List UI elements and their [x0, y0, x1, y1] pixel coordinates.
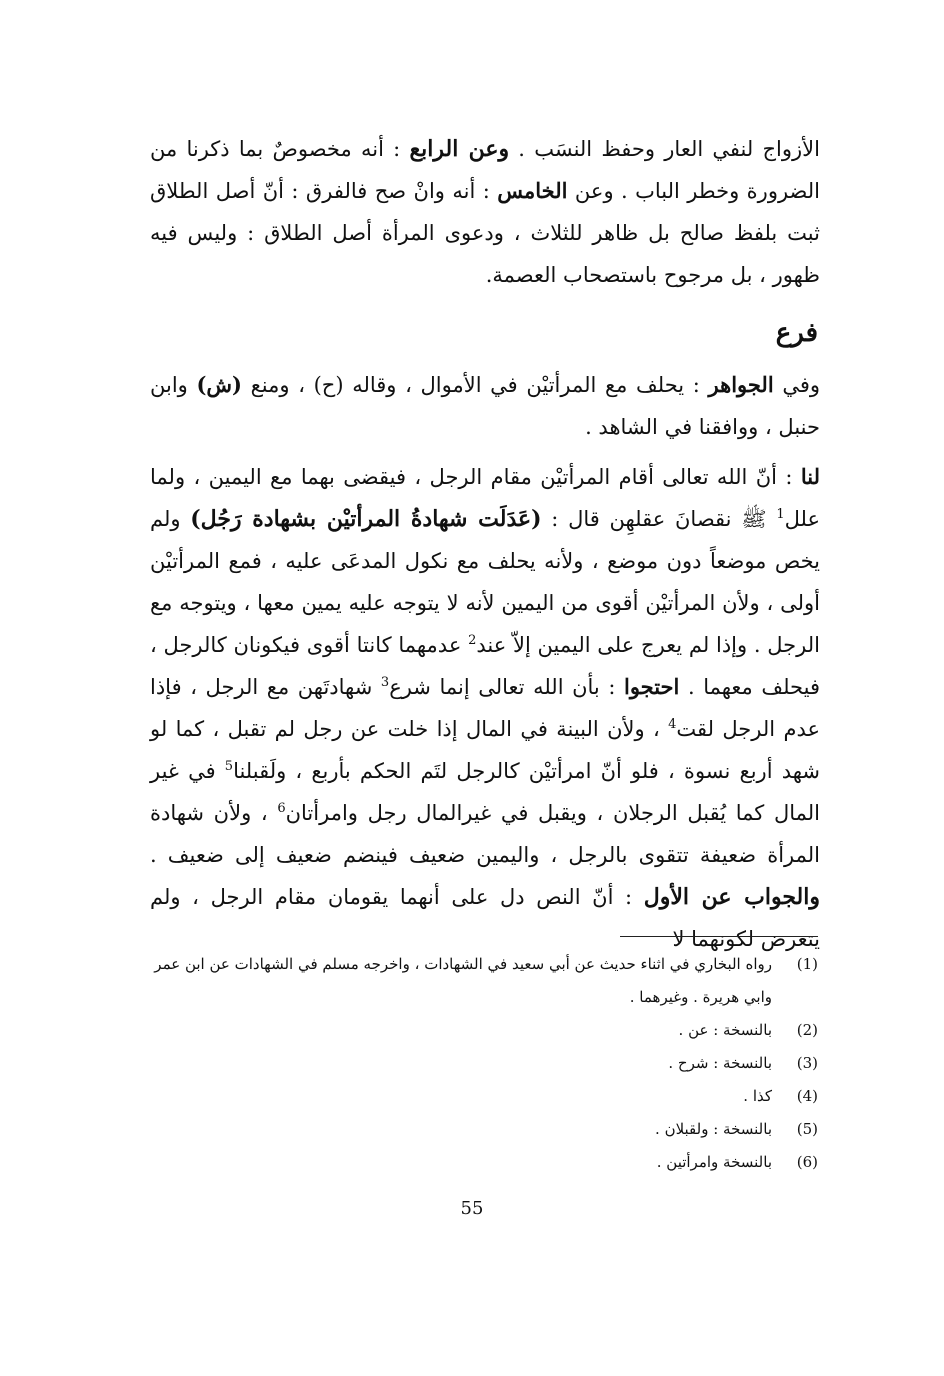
bold-term: الجواهر [708, 372, 774, 397]
footnote-item [150, 948, 820, 1014]
text-run: : أنه وانْ صح فالفرق : أنّ أصل الطلاق ثبت بلفظ صالح بل ظاهر للثلاث ، ودعوى المرأة أصل الطلاق : وليس فيه ظهور ، بل مرجوح باستصحاب العصمة. [150, 179, 820, 287]
text-run: وفي [773, 373, 821, 397]
paragraph-3 [150, 456, 820, 960]
text-run: عدمهما كانتا أقوى فيكونان كالرجل ، فيحلف معهما . [150, 633, 820, 699]
footnote-item [150, 1080, 820, 1113]
footnote-ref[interactable]: 5 [224, 759, 234, 774]
text-run: : بأن الله تعالى إنما شرع [389, 675, 624, 699]
bold-term: وعن الرابع [409, 136, 510, 162]
footnote-number: (4) [796, 1087, 818, 1105]
text-run: : أنه مخصوصٌ بما ذكرنا من الضرورة وخطر الباب . وعن [150, 137, 820, 203]
bold-term: الخامس [497, 178, 568, 203]
bold-term: والجواب عن الأول [643, 884, 820, 910]
paragraph-1 [150, 128, 820, 296]
footnote-text: بالنسخة وامرأتين . [656, 1153, 772, 1171]
footnote-divider [620, 936, 818, 937]
bold-term: احتجوا [623, 674, 680, 699]
footnote-ref[interactable]: 3 [380, 675, 390, 690]
footnote-item [150, 1113, 820, 1146]
bold-term: لنا [800, 464, 820, 489]
text-run: ، ولأن شهادة المرأة ضعيفة تتقوى بالرجل ، واليمين ضعيف فينضم ضعيف إلى ضعيف . [150, 801, 820, 867]
footnote-item [150, 1047, 820, 1080]
text-run: شهادتَهن مع الرجل ، فإذا عدم الرجل لقت [150, 675, 820, 741]
footnote-item [150, 1146, 820, 1179]
section-heading: فرع [775, 318, 818, 348]
footnote-ref[interactable]: 2 [468, 633, 477, 648]
text-run: ﷺ نقصانَ عقلهِن قال : [541, 507, 777, 531]
footnote-text: بالنسخة : شرح . [668, 1054, 772, 1072]
footnotes [150, 948, 820, 1179]
text-run: : أنّ النص دل على أنهما يقومان مقام الرجل ، ولم يتعرض لكونهما لا [150, 885, 820, 951]
page-number: 55 [460, 1198, 484, 1219]
footnote-ref[interactable]: 4 [668, 717, 677, 732]
text-run: الأزواج لنفي العار وحفظ النسَب . [509, 137, 820, 161]
hadith-quote: (عَدَلَت شهادةُ المرأتيْن بشهادة رَجُل) [190, 506, 542, 532]
footnote-ref[interactable]: 6 [277, 801, 286, 816]
footnote-number: (5) [796, 1120, 818, 1138]
text-run: في غير المال كما يُقبل الرجلان ، ويقبل في غيرالمال رجل وامرأتان [150, 759, 820, 825]
footnote-number: (3) [796, 1054, 818, 1072]
footnote-number: (2) [796, 1021, 818, 1039]
footnote-ref[interactable]: 1 [776, 507, 785, 522]
text-run: وابن حنبل ، ووافقنا في الشاهد . [150, 373, 820, 439]
text-run: ، ولأن البينة في المال إذا خلت عن رجل لم تقبل ، كما لو شهد أربع نسوة ، فلو أنّ امرأتيْن كالرجل لتَم الحكم بأربع ، ولَقبلنا [150, 717, 820, 783]
footnote-number: (1) [796, 955, 818, 973]
footnote-text: كذا . [743, 1087, 772, 1105]
footnote-item [150, 1014, 820, 1047]
footnote-text: بالنسخة : عن . [678, 1021, 772, 1039]
footnote-text: رواه البخاري في اثناء حديث عن أبي سعيد في الشهادات ، واخرجه مسلم في الشهادات عن ابن عمر وابي هريرة . وغيرهما . [154, 955, 772, 1006]
paragraph-2 [150, 364, 820, 448]
footnote-text: بالنسخة : ولقبلان . [655, 1120, 772, 1138]
footnote-number: (6) [796, 1153, 818, 1171]
text-run: : يحلف مع المرأتيْن في الأموال ، وقاله (ح) ، ومنع [241, 373, 709, 397]
bold-term: (ش) [196, 372, 242, 397]
text-run: ولم يخص موضعاً دون موضع ، ولأنه يحلف مع نكول المدعَى عليه ، فمع المرأتيْن أولى ، ولأن المرأتيْن أقوى من اليمين لأنه لا يتوجه عليه يمين معها ، ويتوجه مع الرجل . وإذا لم يعرج على اليمين إلاّ عند [150, 507, 820, 657]
text-run: : أنّ الله تعالى أقام المرأتيْن مقام الرجل ، فيقضى بهما مع اليمين ، ولما علل [150, 465, 820, 531]
